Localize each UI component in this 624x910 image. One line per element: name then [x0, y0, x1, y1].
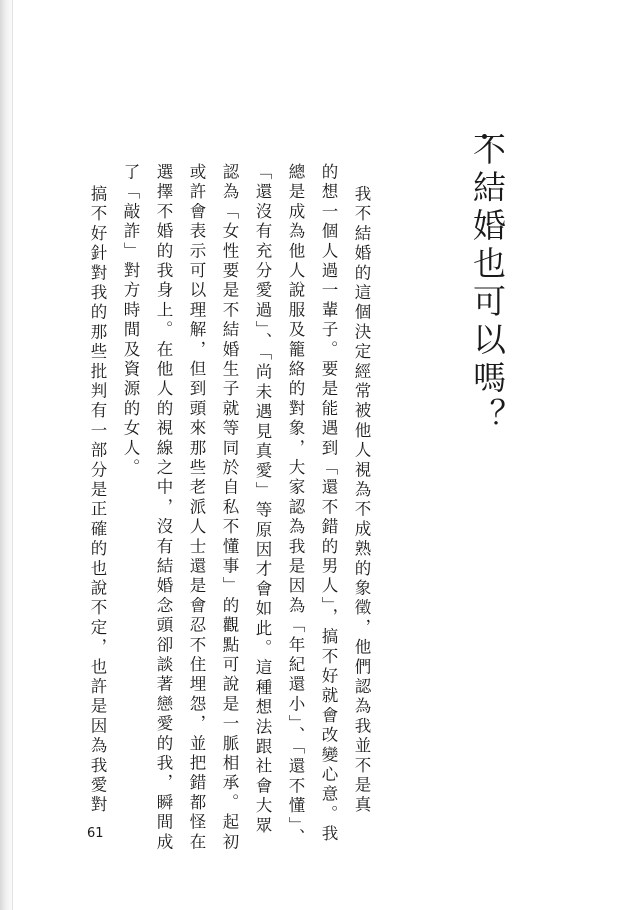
body-column-9: 搞不好針對我的那些批判有一部分是正確的也說不定，也許是因為我愛對: [88, 185, 107, 816]
body-column-7: 選擇不婚的我身上。在他人的視線之中，沒有結婚念頭卻談著戀愛的我，瞬間成: [154, 163, 173, 853]
body-column-1: 我不結婚的這個決定經常被他人視為不成熟的象徵，他們認為我並不是真: [352, 185, 371, 816]
body-column-2: 的想一個人過一輩子。要是能遇到「還不錯的男人」，搞不好就會改變心意。我: [319, 163, 338, 845]
body-column-8: 了「敲詐」對方時間及資源的女人。: [121, 163, 140, 479]
body-column-6: 或許會表示可以理解，但到頭來那些老派人士還是會忍不住埋怨，並把錯都怪在: [187, 163, 206, 853]
body-column-4: 「還沒有充分愛過」、「尚未遇見真愛」等原因才會如此。這種想法跟社會大眾: [253, 163, 272, 836]
body-column-3: 總是成為他人說服及籠絡的對象，大家認為我是因為「年紀還小」、「還不懂」、: [286, 163, 305, 848]
body-column-5: 認為「女性要是不結婚生子就等同於自私不懂事」的觀點可說是一脈相承。起初: [220, 163, 239, 853]
page-number: 61: [87, 826, 104, 841]
chapter-title: 不結婚也可以嗎？: [468, 132, 507, 436]
spine-edge-line: [12, 0, 13, 910]
